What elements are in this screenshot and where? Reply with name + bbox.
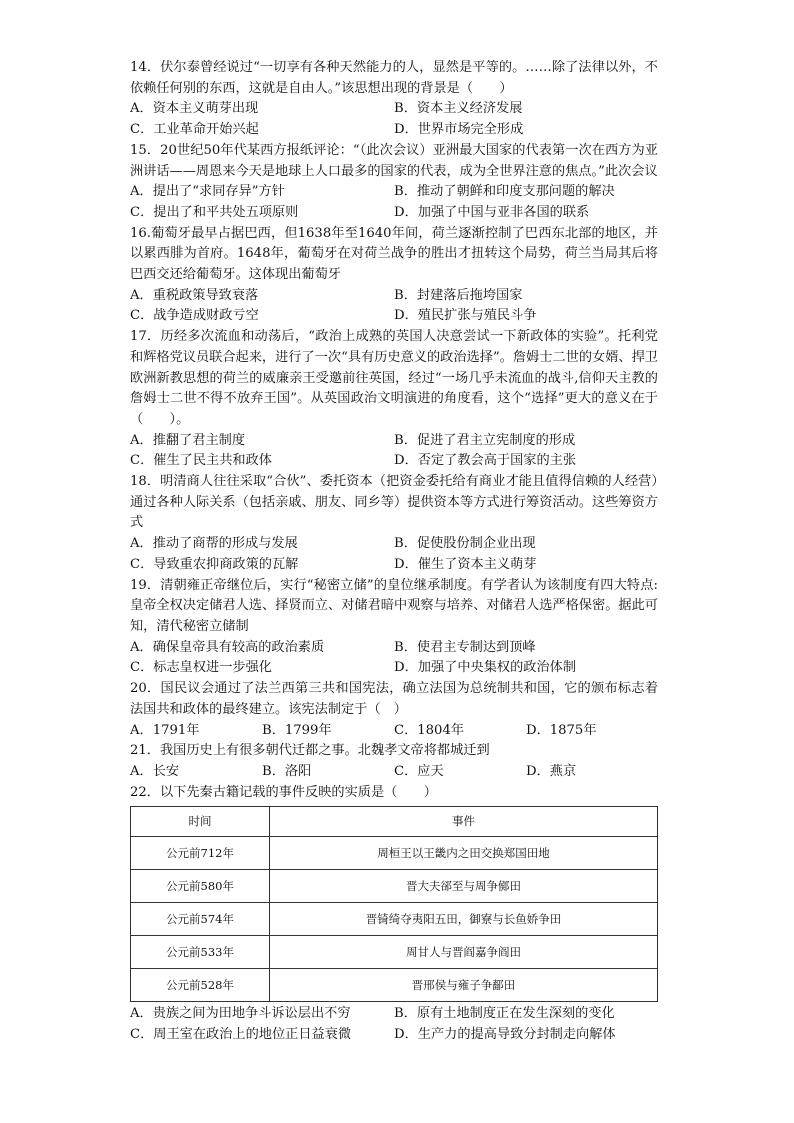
question-stem: 18．明清商人往往采取“合伙”、委托资本（把资金委托给有商业才能且值得信赖的人经营）通过各种人际关系（包括亲戚、朋友、同乡等）提供资本等方式进行筹资活动。这些筹资方式	[130, 474, 658, 531]
cell-time: 公元前580年	[131, 870, 270, 903]
table-header-row	[131, 807, 658, 837]
table-row	[131, 837, 658, 870]
question-21	[130, 741, 658, 782]
cell-event: 晋邢侯与雍子争鄐田	[270, 969, 658, 1002]
exam-page	[130, 58, 658, 1046]
question-18	[130, 472, 658, 576]
option-a[interactable]: A．1791年	[130, 722, 200, 738]
header-event: 事件	[270, 807, 658, 837]
option-list	[130, 182, 658, 223]
option-list	[130, 286, 658, 327]
option-d[interactable]: D．加强了中央集权的政治体制	[394, 660, 577, 676]
option-list	[130, 99, 658, 140]
option-c[interactable]: C．工业革命开始兴起	[130, 122, 259, 138]
option-b[interactable]: B．使君主专制达到顶峰	[394, 639, 536, 655]
cell-event: 晋锜绮夺夷阳五田，御寮与长鱼娇争田	[270, 903, 658, 936]
question-stem: 17．历经多次流血和动荡后，“政治上成熟的英国人决意尝试一下新政体的实验”。托利党和辉格党议员联合起来，进行了一次“具有历史意义的政治选择”。詹姆士二世的女婿、捍卫欧洲新教思想的荷兰的威廉亲王受邀前往英国，经过“一场几乎未流血的战斗,信仰天主教的詹姆士二世不得不放弃王国”。从英国政治文明演进的角度看，这个“选择”更大的意义在于（ ）。	[130, 329, 658, 427]
events-table	[130, 806, 658, 1002]
option-c[interactable]: C．导致重农抑商政策的瓦解	[130, 556, 299, 572]
option-list	[130, 534, 658, 575]
cell-event: 晋大夫郤至与周争鄇田	[270, 870, 658, 903]
question-stem: 19．清朝雍正帝继位后，实行“秘密立储”的皇位继承制度。有学者认为该制度有四大特点:皇帝全权决定储君人选、择贤而立、对储君暗中观察与培养、对储君人选严格保密。据此可知，清代秘密立储制	[130, 577, 658, 634]
question-14	[130, 58, 658, 141]
question-stem: 20．国民议会通过了法兰西第三共和国宪法，确立法国为总统制共和国，它的颁布标志着法国共和政体的最终建立。该宪法制定于（ ）	[130, 681, 658, 717]
question-stem: 16.葡萄牙最早占据巴西，但1638年至1640年间，荷兰逐渐控制了巴西东北部的地区，并以累西腓为首府。1648年，葡萄牙在对荷兰战争的胜出才扭转这个局势，荷兰当局其后将巴西交还给葡萄牙。这体现出葡萄牙	[130, 225, 658, 283]
cell-time: 公元前528年	[131, 969, 270, 1002]
option-a[interactable]: A．重税政策导致衰落	[130, 287, 259, 303]
option-c[interactable]: C．催生了民主共和政体	[130, 453, 272, 469]
option-a[interactable]: A．推动了商帮的形成与发展	[130, 536, 298, 552]
option-b[interactable]: B．封建落后拖垮国家	[394, 287, 523, 303]
cell-event: 周甘人与晋阎嘉争阎田	[270, 936, 658, 969]
option-c[interactable]: C．1804年	[394, 722, 465, 738]
option-c[interactable]: C．标志皇权进一步强化	[130, 660, 272, 676]
option-b[interactable]: B．1799年	[262, 722, 332, 738]
option-d[interactable]: D．世界市场完全形成	[394, 122, 524, 138]
option-b[interactable]: B．推动了朝鲜和印度支那问题的解决	[394, 184, 615, 200]
cell-time: 公元前574年	[131, 903, 270, 936]
question-22	[130, 783, 658, 1046]
option-c[interactable]: C．战争造成财政亏空	[130, 308, 259, 324]
table-row	[131, 969, 658, 1002]
question-16	[130, 224, 658, 328]
option-list	[130, 721, 658, 742]
option-a[interactable]: A．提出了“求同存异”方针	[130, 184, 285, 200]
header-time: 时间	[131, 807, 270, 837]
option-b[interactable]: B．促进了君主立宪制度的形成	[394, 432, 576, 448]
option-d[interactable]: D．加强了中国与亚非各国的联系	[394, 204, 590, 220]
option-a[interactable]: A．长安	[130, 763, 180, 779]
option-b[interactable]: B．洛阳	[262, 763, 312, 779]
option-d[interactable]: D．否定了教会高于国家的主张	[394, 453, 577, 469]
option-list	[130, 431, 658, 472]
option-d[interactable]: D．燕京	[526, 763, 577, 779]
option-d[interactable]: D．1875年	[526, 722, 597, 738]
option-a[interactable]: A．确保皇帝具有较高的政治素质	[130, 639, 325, 655]
option-d[interactable]: D．殖民扩张与殖民斗争	[394, 308, 537, 324]
option-c[interactable]: C．应天	[394, 763, 444, 779]
option-b[interactable]: B．促使股份制企业出现	[394, 536, 536, 552]
cell-time: 公元前533年	[131, 936, 270, 969]
option-a[interactable]: A．推翻了君主制度	[130, 432, 246, 448]
question-stem: 22．以下先秦古籍记载的事件反映的实质是（ ）	[130, 784, 437, 800]
question-stem: 14．伏尔泰曾经说过“一切享有各种天然能力的人，显然是平等的。……除了法律以外，不依赖任何别的东西，这就是自由人。”该思想出现的背景是（ ）	[130, 60, 658, 96]
option-c[interactable]: C．提出了和平共处五项原则	[130, 204, 299, 220]
option-d[interactable]: D．生产力的提高导致分封制走向解体	[394, 1027, 616, 1043]
option-d[interactable]: D．催生了资本主义萌芽	[394, 556, 537, 572]
question-17	[130, 327, 658, 472]
question-15	[130, 141, 658, 224]
table-row	[131, 903, 658, 936]
table-row	[131, 870, 658, 903]
question-20	[130, 679, 658, 741]
cell-event: 周桓王以王畿内之田交换郑国田地	[270, 837, 658, 870]
option-list	[130, 638, 658, 679]
table-row	[131, 936, 658, 969]
cell-time: 公元前712年	[131, 837, 270, 870]
question-stem: 21．我国历史上有很多朝代迁都之事。北魏孝文帝将都城迁到	[130, 743, 490, 759]
option-list	[130, 762, 658, 783]
option-a[interactable]: A．资本主义萌芽出现	[130, 101, 259, 117]
option-b[interactable]: B．资本主义经济发展	[394, 101, 523, 117]
question-stem: 15．20世纪50年代某西方报纸评论：“（此次会议）亚洲最大国家的代表第一次在西方为亚洲讲话——周恩来今天是地球上人口最多的国家的代表，成为全世界注意的焦点。”此次会议	[130, 142, 658, 179]
option-list	[130, 1004, 658, 1045]
option-b[interactable]: B．原有土地制度正在发生深刻的变化	[394, 1006, 615, 1022]
question-19	[130, 576, 658, 680]
option-a[interactable]: A．贵族之间为田地争斗诉讼层出不穷	[130, 1006, 351, 1022]
option-c[interactable]: C．周王室在政治上的地位正日益衰微	[130, 1027, 352, 1043]
